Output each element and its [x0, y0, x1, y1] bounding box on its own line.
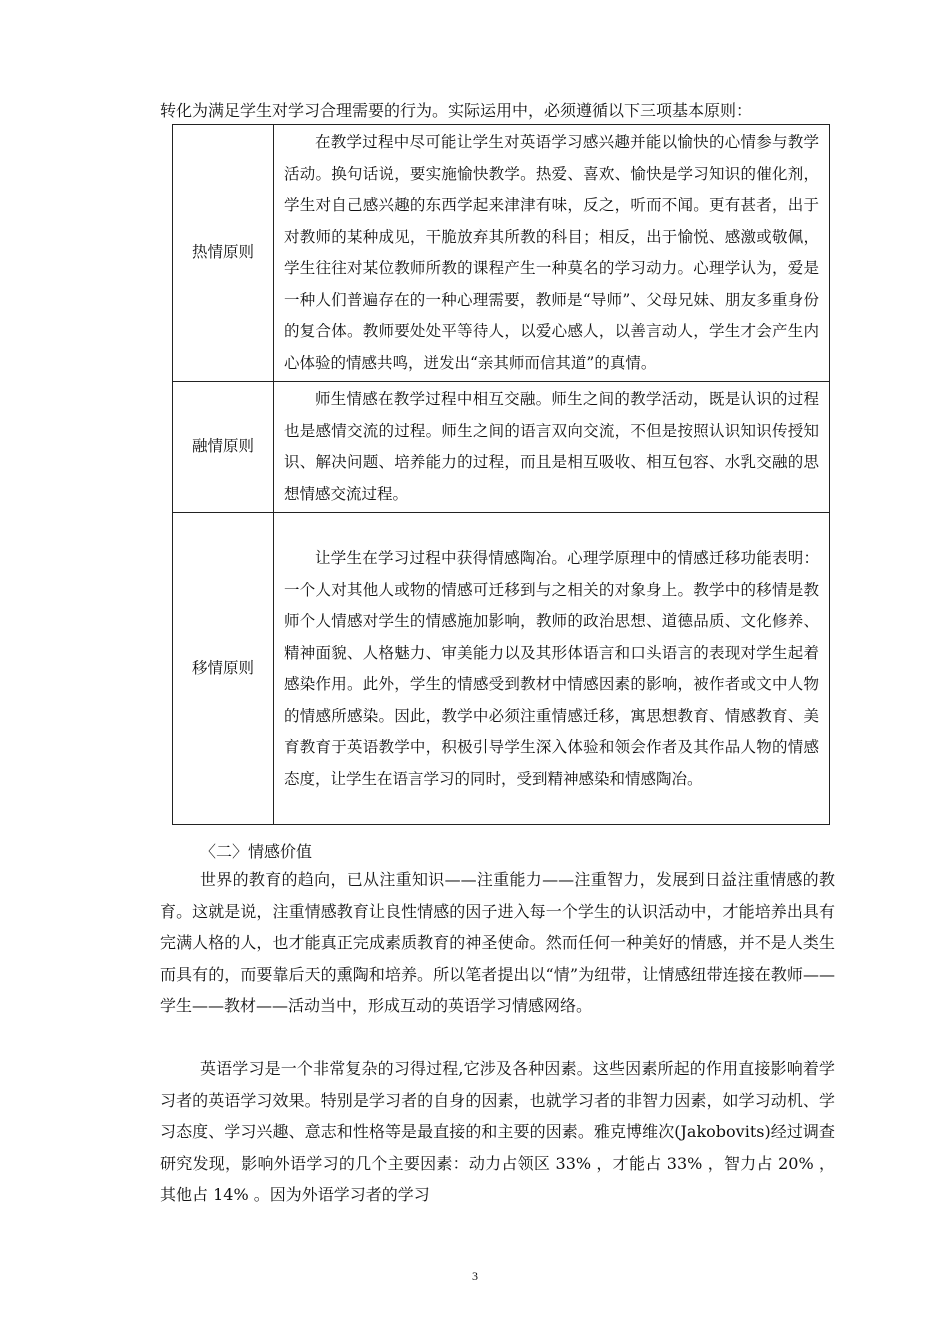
- section-heading: 〈二〉情感价值: [200, 842, 313, 861]
- principle-description: [274, 513, 830, 825]
- table-row: [173, 125, 830, 382]
- principle-description: [274, 382, 830, 513]
- table-row: [173, 513, 830, 825]
- page-number: 3: [472, 1269, 478, 1283]
- body-paragraph: 英语学习是一个非常复杂的习得过程,它涉及各种因素。这些因素所起的作用直接影响着学习者的英语学习效果。特别是学习者的自身的因素，也就学习者的非智力因素，如学习动机、学习态度、学习兴趣、意志和性格等是最直接的和主要的因素。雅克博维次(Jakobovits)经过调查研究发现，影响外语学习的几个主要因素：动力占领区 33% ，才能占 33% ，智力占 20% ，其他占 14% 。因为外语学习者的学习: [160, 1059, 835, 1204]
- principle-name: 融情原则: [173, 382, 274, 513]
- table-row: [173, 382, 830, 513]
- principles-table: [172, 124, 830, 825]
- principle-text: 在教学过程中尽可能让学生对英语学习感兴趣并能以愉快的心情参与教学活动。换句话说，要实施愉快教学。热爱、喜欢、愉快是学习知识的催化剂，学生对自己感兴趣的东西学起来津津有味，反之，听而不闻。更有甚者，出于对教师的某种成见，干脆放弃其所教的科目；相反，出于愉悦、感激或敬佩，学生往往对某位教师所教的课程产生一种莫名的学习动力。心理学认为，爱是一种人们普遍存在的一种心理需要，教师是“导师”、父母兄妹、朋友多重身份的复合体。教师要处处平等待人，以爱心感人，以善言动人，学生才会产生内心体验的情感共鸣，迸发出“亲其师而信其道”的真情。: [284, 133, 819, 372]
- principle-name: 移情原则: [173, 513, 274, 825]
- intro-line: 转化为满足学生对学习合理需要的行为。实际运用中，必须遵循以下三项基本原则：: [160, 101, 753, 120]
- body-paragraph: 世界的教育的趋向，已从注重知识——注重能力——注重智力，发展到日益注重情感的教育。这就是说，注重情感教育让良性情感的因子进入每一个学生的认识活动中，才能培养出具有完满人格的人，也才能真正完成素质教育的神圣使命。然而任何一种美好的情感，并不是人类生而具有的，而要靠后天的熏陶和培养。所以笔者提出以“情”为纽带，让情感纽带连接在教师——学生——教材——活动当中，形成互动的英语学习情感网络。: [160, 870, 835, 1015]
- principle-text: 师生情感在教学过程中相互交融。师生之间的教学活动，既是认识的过程也是感情交流的过程。师生之间的语言双向交流，不但是按照认识知识传授知识、解决问题、培养能力的过程，而且是相互吸收、相互包容、水乳交融的思想情感交流过程。: [284, 390, 819, 503]
- principle-name: 热情原则: [173, 125, 274, 382]
- principle-description: [274, 125, 830, 382]
- principle-text: 让学生在学习过程中获得情感陶冶。心理学原理中的情感迁移功能表明：一个人对其他人或物的情感可迁移到与之相关的对象身上。教学中的移情是教师个人情感对学生的情感施加影响，教师的政治思想、道德品质、文化修养、精神面貌、人格魅力、审美能力以及其形体语言和口头语言的表现对学生起着感染作用。此外，学生的情感受到教材中情感因素的影响，被作者或文中人物的情感所感染。因此，教学中必须注重情感迁移，寓思想教育、情感教育、美育教育于英语教学中，积极引导学生深入体验和领会作者及其作品人物的情感态度，让学生在语言学习的同时，受到精神感染和情感陶冶。: [284, 549, 819, 788]
